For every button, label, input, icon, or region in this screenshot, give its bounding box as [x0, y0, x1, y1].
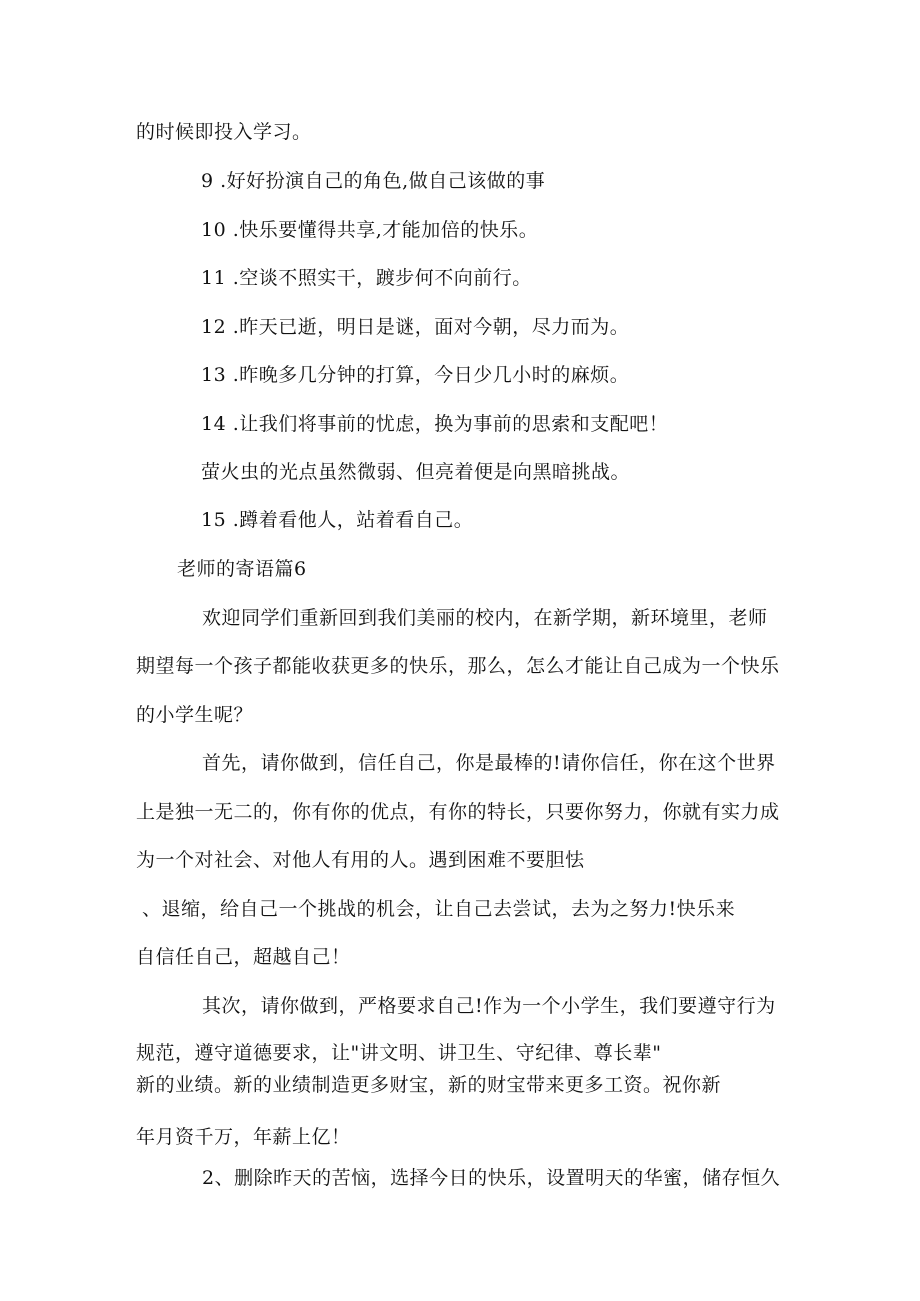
text-line: 的时候即投入学习。 [136, 121, 312, 143]
paragraph-line: 2、删除昨天的苦恼，选择今日的快乐，设置明天的华蜜，储存恒久 [202, 1167, 781, 1189]
list-item: 13 .昨晚多几分钟的打算，今日少几小时的麻烦。 [201, 364, 630, 386]
list-item: 11 .空谈不照实干，踱步何不向前行。 [201, 267, 532, 289]
list-item: 15 .蹲着看他人，站着看自己。 [201, 509, 474, 531]
list-item: 12 .昨天已逝，明日是谜，面对今朝，尽力而为。 [201, 316, 630, 338]
list-item: 14 .让我们将事前的忧虑，换为事前的思索和支配吧！ [201, 413, 669, 435]
paragraph-line: 其次，请你做到，严格要求自己!作为一个小学生，我们要遵守行为 [202, 995, 776, 1017]
paragraph-line: 新的业绩。新的业绩制造更多财宝，新的财宝带来更多工资。祝你新 [136, 1074, 722, 1096]
paragraph-line: 期望每一个孩子都能收获更多的快乐，那么，怎么才能让自己成为一个快乐 [136, 655, 780, 677]
text-line: 萤火虫的光点虽然微弱、但亮着便是向黑暗挑战。 [201, 461, 631, 483]
list-item: 9 .好好扮演自己的角色,做自己该做的事 [201, 170, 546, 192]
paragraph-line: 自信任自己，超越自己！ [136, 946, 351, 968]
paragraph-line: 年月资千万，年薪上亿！ [136, 1126, 351, 1148]
section-heading: 老师的寄语篇6 [177, 558, 307, 580]
paragraph-line: 的小学生呢？ [136, 704, 254, 726]
list-item: 10 .快乐要懂得共享,才能加倍的快乐。 [201, 219, 539, 241]
paragraph-line: 规范，遵守道德要求，让"讲文明、讲卫生、守纪律、尊长辈" [136, 1042, 662, 1064]
paragraph-line: 为一个对社会、对他人有用的人。遇到困难不要胆怯 [136, 849, 585, 871]
paragraph-line: 首先，请你做到，信任自己，你是最棒的!请你信任，你在这个世界 [202, 752, 776, 774]
paragraph-line: 、退缩，给自己一个挑战的机会，让自己去尝试，去为之努力!快乐来 [142, 898, 736, 920]
paragraph-line: 欢迎同学们重新回到我们美丽的校内，在新学期，新环境里，老师 [202, 607, 768, 629]
paragraph-line: 上是独一无二的，你有你的优点，有你的特长，只要你努力，你就有实力成 [136, 801, 780, 823]
